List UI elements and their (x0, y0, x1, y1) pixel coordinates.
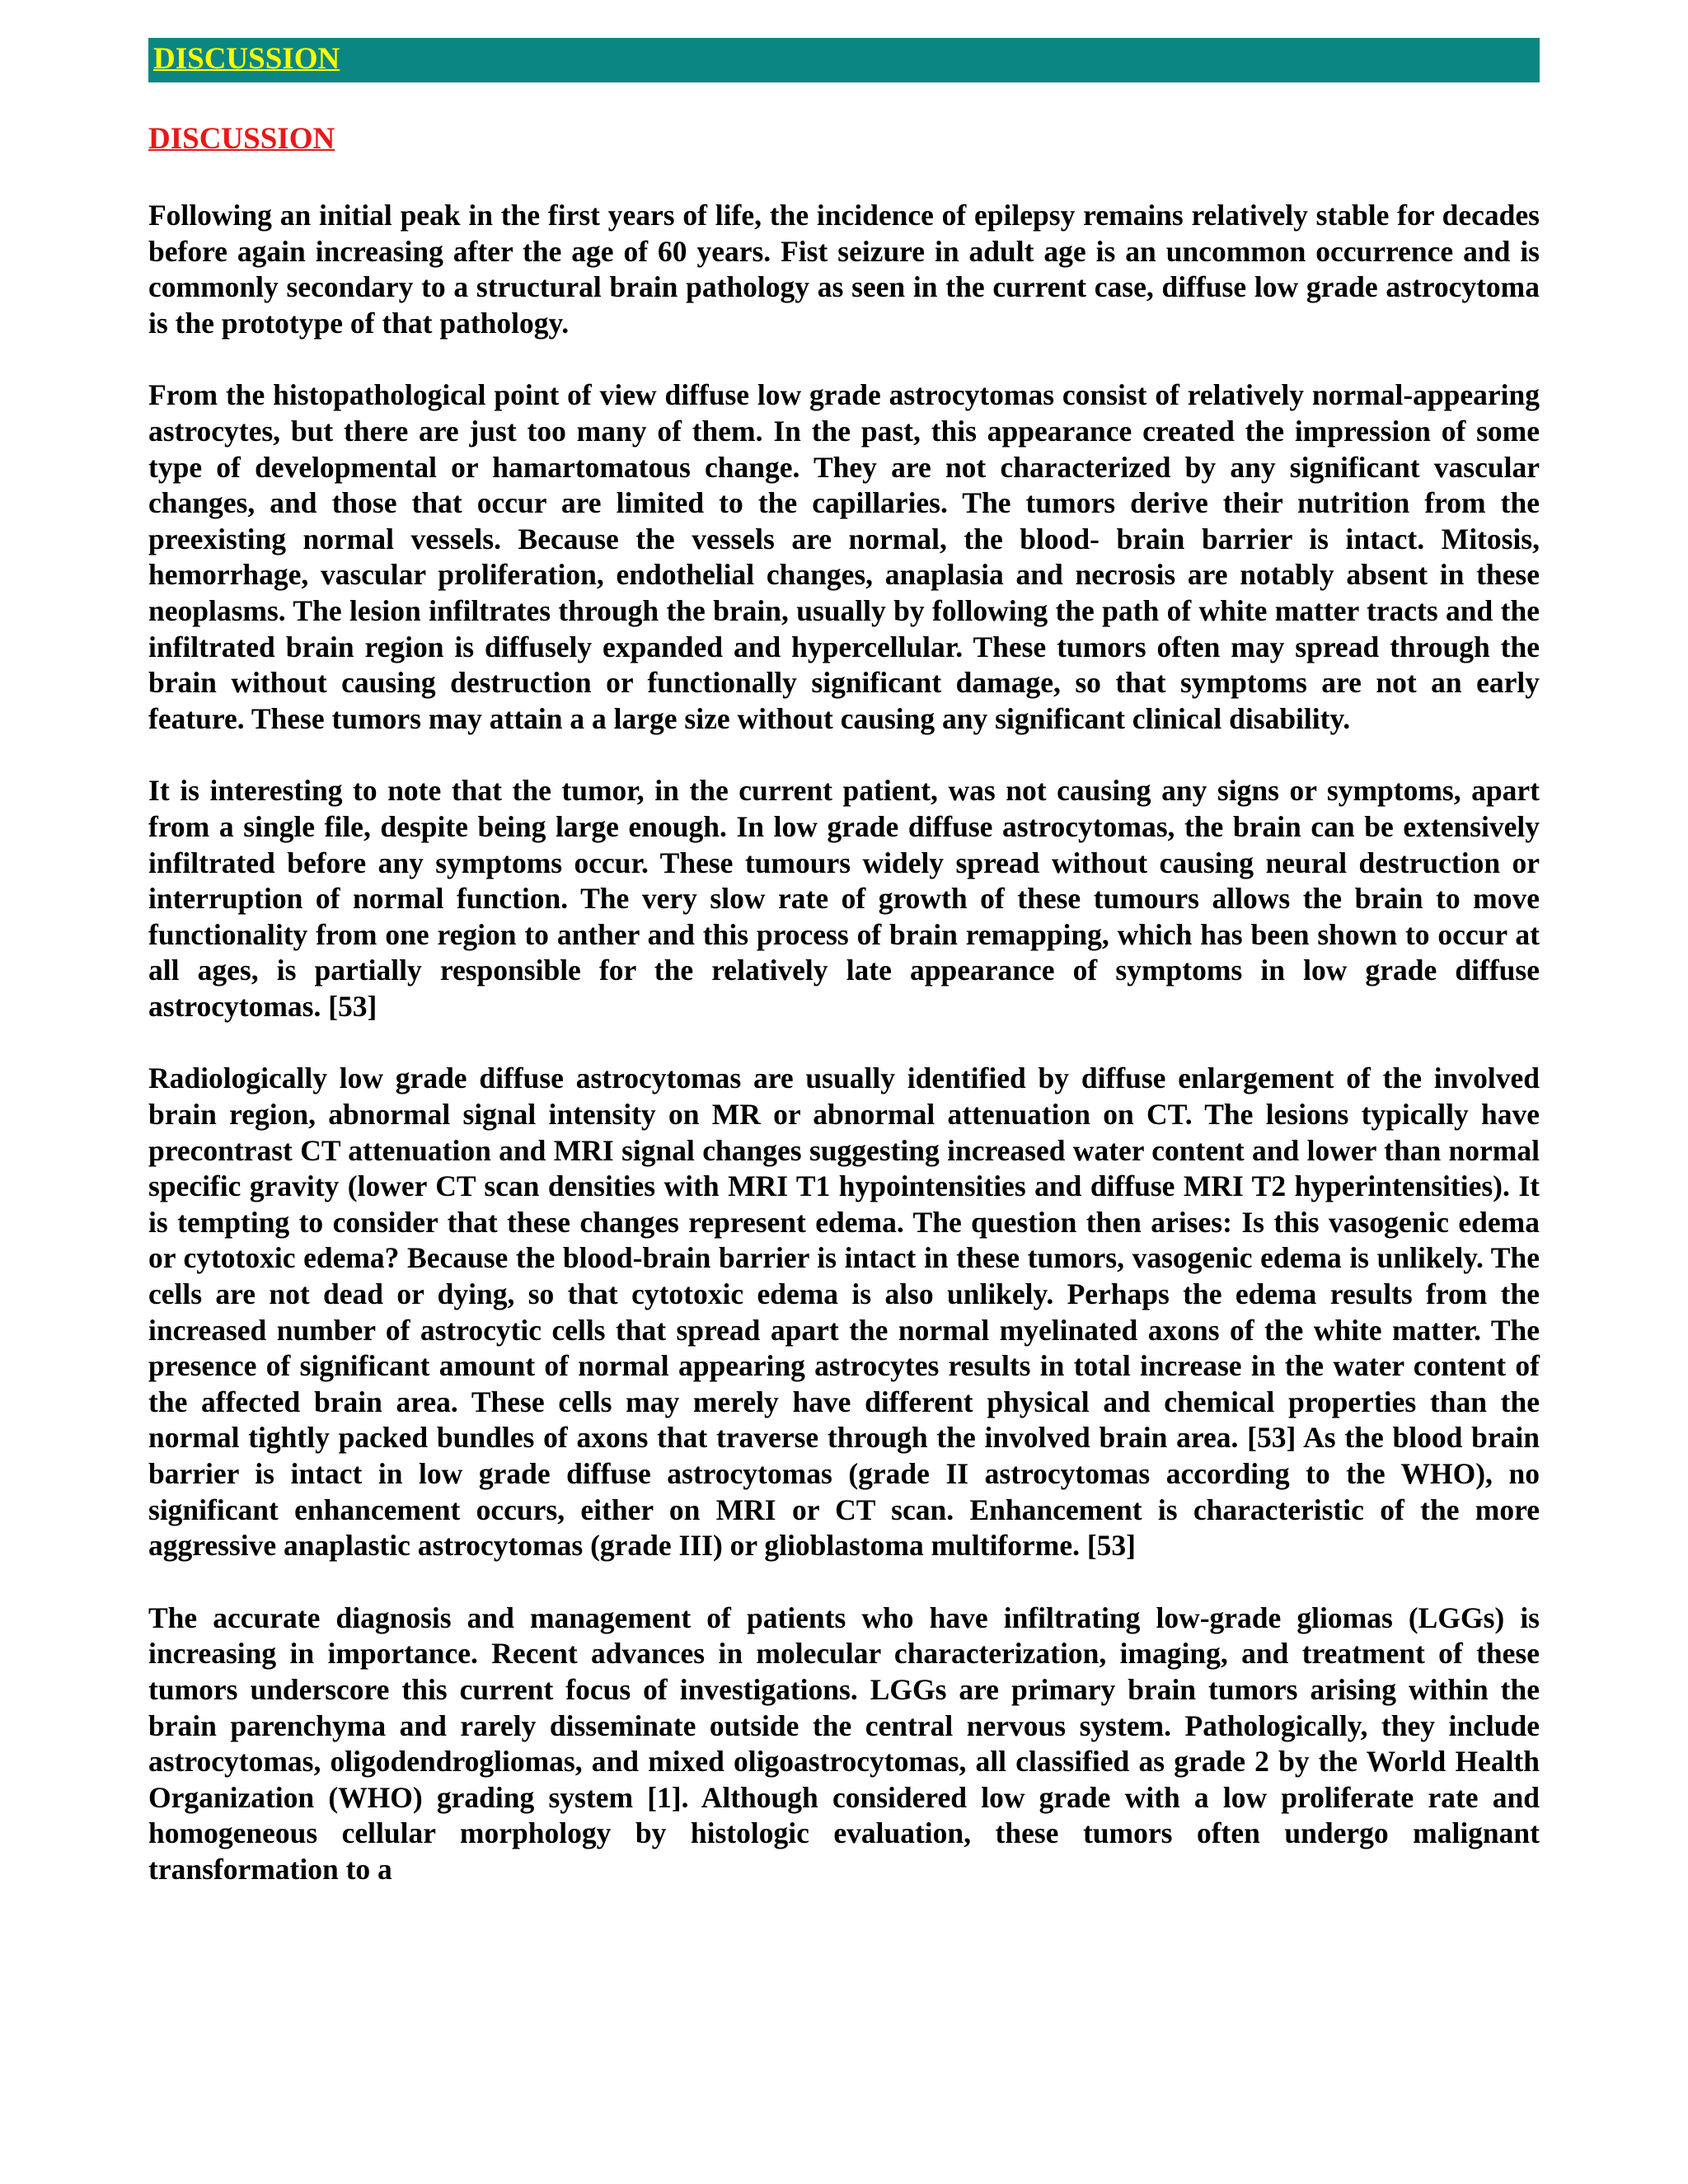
banner-title: DISCUSSION (153, 42, 340, 76)
section-banner (148, 38, 1540, 82)
paragraph-epilepsy-incidence: Following an initial peak in the first years of life, the incidence of epilepsy remains relatively stable for decades before again increasing after the age of 60 years. Fist seizure in adult age is an uncommon occurrence and is commonly secondary to a structural brain pathology as seen in the current case, diffuse low grade astrocytoma is the prototype of that pathology. (148, 199, 1540, 340)
paragraph-radiology: Radiologically low grade diffuse astrocytomas are usually identified by diffuse enlargement of the involved brain region, abnormal signal intensity on MR or abnormal attenuation on CT. The lesions typically have precontrast CT attenuation and MRI signal changes suggesting increased water content and lower than normal specific gravity (lower CT scan densities with MRI T1 hypointensities and diffuse MRI T2 hyperintensities). It is tempting to consider that these changes represent edema. The question then arises: Is this vasogenic edema or cytotoxic edema? Because the blood-brain barrier is intact in these tumors, vasogenic edema is unlikely. The cells are not dead or dying, so that cytotoxic edema is also unlikely. Perhaps the edema results from the increased number of astrocytic cells that spread apart the normal myelinated axons of the white matter. The presence of significant amount of normal appearing astrocytes results in total increase in the water content of the affected brain area. These cells may merely have different physical and chemical properties than the normal tightly packed bundles of axons that traverse through the involved brain area. [53] As the blood brain barrier is intact in low grade diffuse astrocytomas (grade II astrocytomas according to the WHO), no significant enhancement occurs, either on MRI or CT scan. Enhancement is characteristic of the more aggressive anaplastic astrocytomas (grade III) or glioblastoma multiforme. [53] (148, 1062, 1540, 1563)
paragraph-histopathology: From the histopathological point of view diffuse low grade astrocytomas consist of relatively normal-appearing astrocytes, but there are just too many of them. In the past, this appearance created the impression of some type of developmental or hamartomatous change. They are not characterized by any significant vascular changes, and those that occur are limited to the capillaries. The tumors derive their nutrition from the preexisting normal vessels. Because the vessels are normal, the blood- brain barrier is intact. Mitosis, hemorrhage, vascular proliferation, endothelial changes, anaplasia and necrosis are notably absent in these neoplasms. The lesion infiltrates through the brain, usually by following the path of white matter tracts and the infiltrated brain region is diffusely expanded and hypercellular. These tumors often may spread through the brain without causing destruction or functionally significant damage, so that symptoms are not an early feature. These tumors may attain a a large size without causing any significant clinical disability. (148, 378, 1540, 735)
section-heading: DISCUSSION (148, 122, 335, 156)
discussion-body (148, 198, 1540, 1924)
paragraph-low-grade-gliomas: The accurate diagnosis and management of patients who have infiltrating low-grade gliomas (LGGs) is increasing in importance. Recent advances in molecular characterization, imaging, and treatment of these tumors underscore this current focus of investigations. LGGs are primary brain tumors arising within the brain parenchyma and rarely disseminate outside the central nervous system. Pathologically, they include astrocytomas, oligodendrogliomas, and mixed oligoastrocytomas, all classified as grade 2 by the World Health Organization (WHO) grading system [1]. Although considered low grade with a low proliferate rate and homogeneous cellular morphology by histologic evaluation, these tumors often undergo malignant transformation to a (148, 1601, 1540, 1886)
paragraph-clinical-presentation: It is interesting to note that the tumor, in the current patient, was not causing any signs or symptoms, apart from a single file, despite being large enough. In low grade diffuse astrocytomas, the brain can be extensively infiltrated before any symptoms occur. These tumours widely spread without causing neural destruction or interruption of normal function. The very slow rate of growth of these tumours allows the brain to move functionality from one region to anther and this process of brain remapping, which has been shown to occur at all ages, is partially responsible for the relatively late appearance of symptoms in low grade diffuse astrocytomas. [53] (148, 774, 1540, 1023)
